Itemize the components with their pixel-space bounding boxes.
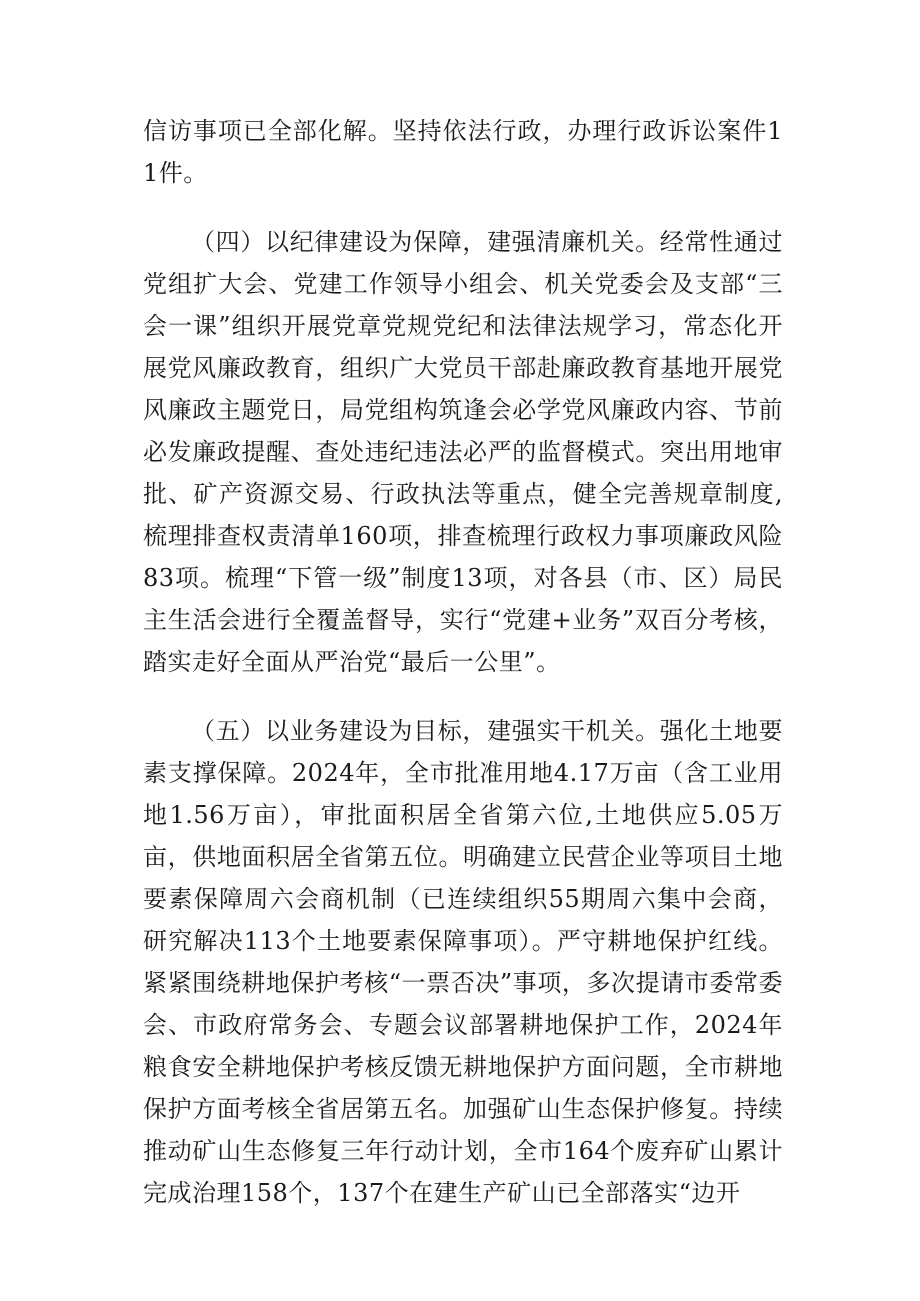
paragraph-gap <box>143 194 783 221</box>
document-body <box>143 110 783 1214</box>
paragraph-business: （五）以业务建设为目标，建强实干机关。强化土地要素支撑保障。2024年，全市批准用地4.17万亩（含工业用地1.56万亩），审批面积居全省第六位,土地供应5.05万亩，供地面积居全省第五位。明确建立民营企业等项目土地要素保障周六会商机制（已连续组织55期周六集中会商，研究解决113个土地要素保障事项）。严守耕地保护红线。紧紧围绕耕地保护考核“一票否决”事项，多次提请市委常委会、市政府常务会、专题会议部署耕地保护工作，2024年粮食安全耕地保护考核反馈无耕地保护方面问题，全市耕地保护方面考核全省居第五名。加强矿山生态保护修复。持续推动矿山生态修复三年行动计划，全市164个废弃矿山累计完成治理158个，137个在建生产矿山已全部落实“边开 <box>143 717 783 1207</box>
paragraph-continuation: 信访事项已全部化解。坚持依法行政，办理行政诉讼案件11件。 <box>143 117 783 187</box>
paragraph-discipline: （四）以纪律建设为保障，建强清廉机关。经常性通过党组扩大会、党建工作领导小组会、机关党委会及支部“三会一课”组织开展党章党规党纪和法律法规学习，常态化开展党风廉政教育，组织广大党员干部赴廉政教育基地开展党风廉政主题党日，局党组构筑逢会必学党风廉政内容、节前必发廉政提醒、查处违纪违法必严的监督模式。突出用地审批、矿产资源交易、行政执法等重点，健全完善规章制度,梳理排查权责清单160项，排查梳理行政权力事项廉政风险83项。梳理“下管一级”制度13项，对各县（市、区）局民主生活会进行全覆盖督导，实行“党建+业务”双百分考核，踏实走好全面从严治党“最后一公里”。 <box>143 228 783 676</box>
paragraph-gap <box>143 683 783 710</box>
